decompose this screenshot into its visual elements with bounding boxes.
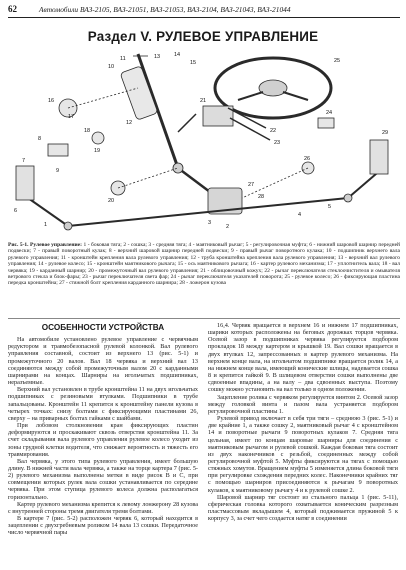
callout-19: 19 xyxy=(94,148,101,154)
paragraph: На автомобиле установлено рулевое управление с червячным редуктором и травмобезопасной рулевой колонкой. Вал рулевого управления составной, состоит из верхнего 13 (рис. 5-1) и промежуточного 20 валов. Вал 18 червяка и верхний вал 13 соединяются между собой промежуточным валом 20 с карданными шарнирами на концах. Шарниры на игольчатых подшипниках, неразъемные. xyxy=(8,336,198,387)
right-text-column xyxy=(208,322,398,566)
steering-system-illustration xyxy=(8,48,400,238)
paragraph: Рулевой привод включает в себя три тяги – среднюю 3 (рис. 5-1) и две крайние 1, а также сошку 2, маятниковый рычаг 4 с кронштейном 14 и поворотные рычаги 9 поворотных кулаков 7. Средняя тяга цельная, имеет по концам шаровые шарниры для соединения с маятниковым рычагом и рулевой сошкой. Каждая боковая тяга состоит из двух наконечников с резьбой, соединенных между собой регулировочной муфтой 5. Муфты фиксируются на тягах с помощью стяжных хомутов. Вращением муфты 5 изменяется длина боковой тяги при регулировке схождения передних колес. Наконечники крайних тяг с помощью шарниров присоединяются к рычагам 9 поворотных кулаков, к маятниковому рычагу 4 и к рулевой сошке 2. xyxy=(208,415,398,494)
callout-4: 4 xyxy=(298,212,302,218)
paragraph: Зацепление ролика с червяком регулируется винтом 2. Осевой зазор между головкой винта и пазом вала устраняется подбором регулировочной пластины 1. xyxy=(208,393,398,415)
section-title: Раздел V. РУЛЕВОЕ УПРАВЛЕНИЕ xyxy=(87,29,319,44)
paragraph: При лобовом столкновении кран фиксирующих пластин деформируются и проскакивают сквозь отверстия кронштейна 11. За счет складывания вала рулевого управления рулевое колесо уходит из зоны грудной клетки водителя, что снижает вероятность и тяжесть его травмирования. xyxy=(8,422,198,458)
callout-9: 9 xyxy=(56,168,60,174)
callout-15: 15 xyxy=(190,60,197,66)
section-heading: ОСОБЕННОСТИ УСТРОЙСТВА xyxy=(41,323,165,332)
callout-11: 11 xyxy=(120,56,126,62)
figure-caption xyxy=(8,242,400,287)
callout-25: 25 xyxy=(334,58,341,64)
caption-label: Рис. 5-1. Рулевое управление: xyxy=(8,242,82,248)
paragraph: В картере 7 (рис. 5-2) расположен червяк 6, который находится в зацеплении с двухгребневым роликом 14 вала 13 сошки. Передаточное число червячной пары xyxy=(8,515,198,537)
callout-22: 22 xyxy=(270,128,277,134)
callout-29: 29 xyxy=(382,130,389,136)
caption-divider xyxy=(8,318,400,319)
callout-18: 18 xyxy=(84,128,91,134)
callout-21: 21 xyxy=(200,98,207,104)
callout-1: 1 xyxy=(44,222,48,228)
callout-8: 8 xyxy=(38,136,42,142)
callout-5: 5 xyxy=(328,204,332,210)
callout-23: 23 xyxy=(274,140,281,146)
callout-6: 6 xyxy=(14,208,18,214)
callout-20: 20 xyxy=(108,198,115,204)
callout-26: 26 xyxy=(304,156,311,162)
paragraph: Шаровой шарнир тяг состоит из стального пальца 1 (рис. 5-11), сферическая головка которого охватывается коническим разрезным пластмассовым вкладышем 4, который поджимается пружиной 5 к корпусу 3, за счет чего создается натяг в соединении xyxy=(208,493,398,523)
callout-13: 13 xyxy=(154,54,161,60)
callout-3: 3 xyxy=(208,220,212,226)
header-divider xyxy=(8,17,400,18)
callout-16: 16 xyxy=(48,98,55,104)
caption-text: 1 - боковая тяга; 2 - сошка; 3 - средняя тяга; 4 - маятниковый рычаг; 5 - регулировочная муфта; 6 - нижний шаровой шарнир передней подвески; 7 - правый поворотный кулак; 8 - верхний шаровой шарнир передней подвески; 9 - правый рычаг поворотного кулака; 10 - подшипник верхнего вала рулевого управления; 11 - кронштейн крепления вала рулевого управления; 12 - труба кронштейна крепления вала рулевого управления; 13 - верхний вал рулевого управления; 14 - рулевое колесо; 15 - кронштейн маятникового рычага; 15 - ось маятникового рычага; 16 - картер рулевого механизма; 17 - уплотнитель вала; 18 - вал червяка; 19 - карданный шарнир; 20 - промежуточный вал рулевого управления; 21 - облицовочный кожух; 22 - рычаг переключателя стеклоочистителя и омывателя ветрового стекла и блок-фары; 23 - рычаг переключателя света фар; 24 - рычаг переключателя указателей поворота; 25 - рулевое колесо; 26 - фиксирующая пластина передка кронштейна; 27 - стяжной болт крепления карданного шарнира; 28 - ложерон кузова xyxy=(8,242,401,287)
callout-28: 28 xyxy=(258,194,265,200)
paragraph: 16,4. Червяк вращается в верхнем 16 и нижнем 17 подшипниках, шарики которых расположены на беговых дорожках торцов червяка. Осевой зазор в подшипниках червяка регулируется подбором прокладок 18 между картером и крышкой 19. Вал сошки вращается в двух втулках 12, запрессованных в картер рулевого механизма. На верхнем конце вала, на игольчатом подшипнике вращается ролик 14, а на нижнем конце вала, имеющий конические шлицы, надевается сошка 8 и крепится гайкой 9. В шлицевом отверстии сошки выполнены две сдвоенные впадины, а на валу – два сдвоенных выступа. Поэтому сошку можно установить на вал только в одном положении. xyxy=(208,322,398,394)
steering-exploded-diagram xyxy=(8,48,400,238)
callout-17: 17 xyxy=(68,114,75,120)
paragraph: Вал червяка, у этого типа рулевого управления, имеет большую длину. В нижней части вала червяка, а также на торце картера 7 (рис. 5-2) рулевого механизма выполнены метки в виде рисок В и С, при совмещении которых рулек вала сошки устанавливается по середине червяка. При этом ступица рулевого колеса должна располагаться горизонтально. xyxy=(8,457,198,501)
callout-7: 7 xyxy=(22,158,26,164)
paragraph: Картер рулевого механизма крепится к левому лонжерону 28 кузова с внутренней стороны тремя двигателя тремя болтами. xyxy=(8,500,198,515)
callout-27: 27 xyxy=(248,182,255,188)
paragraph: Верхний вал установлен в трубе кронштейна 11 на двух игольчатых подшипниках с резиновыми втулками. Подшипники в трубе запальцованы. Кронштейн 11 крепится к кронштейну панели кузова в четырех точках: снизу болтами с фиксирующими пластинами 26, сверху – на приварных болтах гайками с шайбами. xyxy=(8,386,198,422)
running-header xyxy=(8,2,400,16)
callout-12: 12 xyxy=(126,120,133,126)
callout-24: 24 xyxy=(326,110,333,116)
running-title: Автомобили ВАЗ-2105, ВАЗ-21051, ВАЗ-21053, ВАЗ-2104, ВАЗ-21043, ВАЗ-21044 xyxy=(39,4,291,14)
callout-2: 2 xyxy=(226,224,230,230)
callout-14: 14 xyxy=(174,52,181,58)
callout-10: 10 xyxy=(108,64,115,70)
page-number: 62 xyxy=(8,4,17,14)
left-text-column xyxy=(8,322,198,566)
